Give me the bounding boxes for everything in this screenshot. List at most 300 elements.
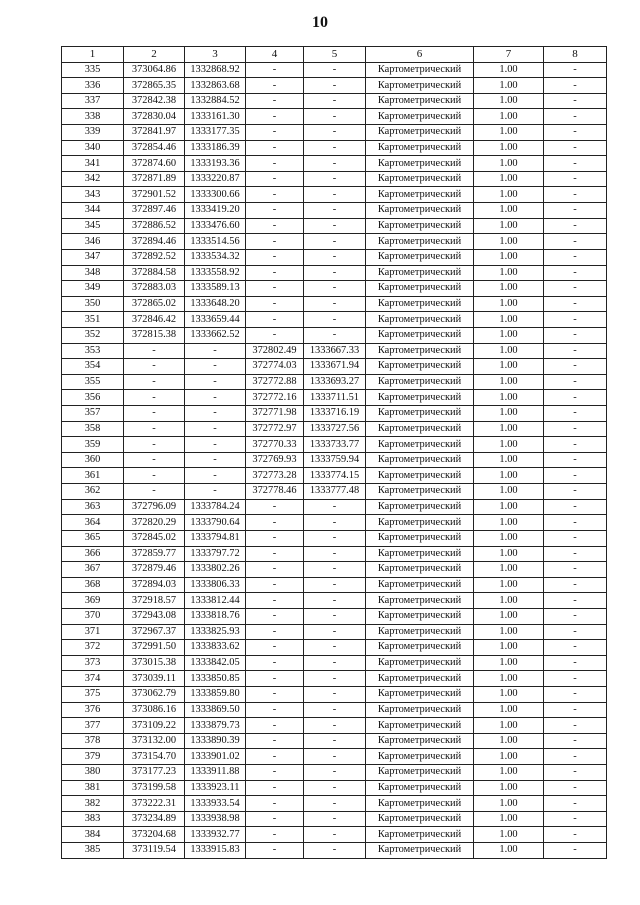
point-number-cell: 378: [62, 733, 124, 749]
y-coord-cell: 1333879.73: [185, 718, 246, 734]
table-row: [62, 140, 607, 156]
method-cell: Картометрический: [366, 437, 474, 453]
y-coord-cell: -: [185, 437, 246, 453]
point-number-cell: 362: [62, 484, 124, 500]
method-cell: Картометрический: [366, 562, 474, 578]
table-row: [62, 109, 607, 125]
y-coord-cell: 1332863.68: [185, 78, 246, 94]
table-row: [62, 702, 607, 718]
table-row: [62, 203, 607, 219]
description-cell: -: [544, 62, 607, 78]
y-coord-cell: 1333911.88: [185, 765, 246, 781]
x-coord-cell: 373177.23: [124, 765, 185, 781]
description-cell: -: [544, 686, 607, 702]
x-new-cell: -: [246, 125, 304, 141]
accuracy-cell: 1.00: [474, 312, 544, 328]
method-cell: Картометрический: [366, 796, 474, 812]
table-row: [62, 468, 607, 484]
y-coord-cell: 1333932.77: [185, 827, 246, 843]
accuracy-cell: 1.00: [474, 468, 544, 484]
y-coord-cell: 1332884.52: [185, 93, 246, 109]
y-new-cell: -: [304, 125, 366, 141]
x-coord-cell: -: [124, 406, 185, 422]
y-new-cell: -: [304, 827, 366, 843]
accuracy-cell: 1.00: [474, 78, 544, 94]
x-new-cell: -: [246, 780, 304, 796]
method-cell: Картометрический: [366, 93, 474, 109]
table-row: [62, 530, 607, 546]
accuracy-cell: 1.00: [474, 640, 544, 656]
method-cell: Картометрический: [366, 234, 474, 250]
y-coord-cell: 1333869.50: [185, 702, 246, 718]
description-cell: -: [544, 484, 607, 500]
description-cell: -: [544, 265, 607, 281]
x-coord-cell: 372918.57: [124, 593, 185, 609]
y-coord-cell: 1333812.44: [185, 593, 246, 609]
x-new-cell: -: [246, 577, 304, 593]
point-number-cell: 358: [62, 421, 124, 437]
accuracy-cell: 1.00: [474, 530, 544, 546]
description-cell: -: [544, 281, 607, 297]
accuracy-cell: 1.00: [474, 125, 544, 141]
description-cell: -: [544, 203, 607, 219]
accuracy-cell: 1.00: [474, 718, 544, 734]
accuracy-cell: 1.00: [474, 249, 544, 265]
point-number-cell: 356: [62, 390, 124, 406]
table-row: [62, 686, 607, 702]
x-coord-cell: 373204.68: [124, 827, 185, 843]
accuracy-cell: 1.00: [474, 109, 544, 125]
x-new-cell: -: [246, 234, 304, 250]
table-row: [62, 156, 607, 172]
description-cell: -: [544, 655, 607, 671]
y-coord-cell: 1333797.72: [185, 546, 246, 562]
table-row: [62, 343, 607, 359]
accuracy-cell: 1.00: [474, 343, 544, 359]
table-row: [62, 187, 607, 203]
table-row: [62, 562, 607, 578]
method-cell: Картометрический: [366, 608, 474, 624]
y-new-cell: -: [304, 530, 366, 546]
x-new-cell: -: [246, 671, 304, 687]
method-cell: Картометрический: [366, 218, 474, 234]
accuracy-cell: 1.00: [474, 702, 544, 718]
x-new-cell: -: [246, 593, 304, 609]
y-coord-cell: -: [185, 374, 246, 390]
column-header: 7: [474, 47, 544, 63]
y-new-cell: -: [304, 733, 366, 749]
table-row: [62, 811, 607, 827]
x-new-cell: -: [246, 827, 304, 843]
point-number-cell: 342: [62, 171, 124, 187]
y-new-cell: -: [304, 702, 366, 718]
y-new-cell: 1333727.56: [304, 421, 366, 437]
description-cell: -: [544, 93, 607, 109]
description-cell: -: [544, 140, 607, 156]
accuracy-cell: 1.00: [474, 796, 544, 812]
point-number-cell: 379: [62, 749, 124, 765]
table-row: [62, 577, 607, 593]
y-coord-cell: 1333558.92: [185, 265, 246, 281]
x-new-cell: -: [246, 640, 304, 656]
x-new-cell: -: [246, 608, 304, 624]
y-new-cell: -: [304, 156, 366, 172]
x-new-cell: -: [246, 811, 304, 827]
table-row: [62, 93, 607, 109]
x-new-cell: -: [246, 62, 304, 78]
x-coord-cell: 373222.31: [124, 796, 185, 812]
y-new-cell: 1333759.94: [304, 452, 366, 468]
accuracy-cell: 1.00: [474, 811, 544, 827]
point-number-cell: 343: [62, 187, 124, 203]
y-new-cell: 1333693.27: [304, 374, 366, 390]
y-new-cell: -: [304, 203, 366, 219]
method-cell: Картометрический: [366, 530, 474, 546]
description-cell: -: [544, 796, 607, 812]
x-new-cell: -: [246, 733, 304, 749]
y-coord-cell: 1333890.39: [185, 733, 246, 749]
y-coord-cell: 1333842.05: [185, 655, 246, 671]
method-cell: Картометрический: [366, 702, 474, 718]
x-coord-cell: -: [124, 484, 185, 500]
method-cell: Картометрический: [366, 171, 474, 187]
accuracy-cell: 1.00: [474, 327, 544, 343]
method-cell: Картометрический: [366, 249, 474, 265]
point-number-cell: 344: [62, 203, 124, 219]
point-number-cell: 374: [62, 671, 124, 687]
x-coord-cell: 372854.46: [124, 140, 185, 156]
x-new-cell: -: [246, 327, 304, 343]
y-new-cell: 1333733.77: [304, 437, 366, 453]
x-new-cell: -: [246, 843, 304, 859]
x-coord-cell: 372883.03: [124, 281, 185, 297]
x-coord-cell: 372842.38: [124, 93, 185, 109]
description-cell: -: [544, 234, 607, 250]
x-new-cell: -: [246, 749, 304, 765]
x-coord-cell: 372820.29: [124, 515, 185, 531]
point-number-cell: 369: [62, 593, 124, 609]
table-row: [62, 655, 607, 671]
x-coord-cell: 372879.46: [124, 562, 185, 578]
y-coord-cell: 1333589.13: [185, 281, 246, 297]
method-cell: Картометрический: [366, 421, 474, 437]
point-number-cell: 353: [62, 343, 124, 359]
point-number-cell: 382: [62, 796, 124, 812]
accuracy-cell: 1.00: [474, 671, 544, 687]
accuracy-cell: 1.00: [474, 62, 544, 78]
description-cell: -: [544, 718, 607, 734]
x-new-cell: -: [246, 249, 304, 265]
y-coord-cell: 1333790.64: [185, 515, 246, 531]
x-new-cell: -: [246, 702, 304, 718]
x-new-cell: 372770.33: [246, 437, 304, 453]
x-coord-cell: 372894.03: [124, 577, 185, 593]
x-coord-cell: 373154.70: [124, 749, 185, 765]
description-cell: -: [544, 218, 607, 234]
x-new-cell: -: [246, 624, 304, 640]
accuracy-cell: 1.00: [474, 593, 544, 609]
table-row: [62, 234, 607, 250]
x-coord-cell: 372991.50: [124, 640, 185, 656]
table-row: [62, 640, 607, 656]
method-cell: Картометрический: [366, 187, 474, 203]
method-cell: Картометрический: [366, 374, 474, 390]
table-row: [62, 78, 607, 94]
y-coord-cell: 1333659.44: [185, 312, 246, 328]
point-number-cell: 385: [62, 843, 124, 859]
table-row: [62, 718, 607, 734]
method-cell: Картометрический: [366, 827, 474, 843]
y-new-cell: -: [304, 249, 366, 265]
y-coord-cell: 1333534.32: [185, 249, 246, 265]
accuracy-cell: 1.00: [474, 156, 544, 172]
y-coord-cell: 1333186.39: [185, 140, 246, 156]
x-coord-cell: 373015.38: [124, 655, 185, 671]
accuracy-cell: 1.00: [474, 296, 544, 312]
method-cell: Картометрический: [366, 468, 474, 484]
x-new-cell: 372773.28: [246, 468, 304, 484]
table-row: [62, 765, 607, 781]
y-new-cell: 1333777.48: [304, 484, 366, 500]
x-coord-cell: -: [124, 390, 185, 406]
accuracy-cell: 1.00: [474, 546, 544, 562]
y-coord-cell: 1333514.56: [185, 234, 246, 250]
point-number-cell: 338: [62, 109, 124, 125]
method-cell: Картометрический: [366, 359, 474, 375]
description-cell: -: [544, 406, 607, 422]
point-number-cell: 367: [62, 562, 124, 578]
table-row: [62, 546, 607, 562]
y-new-cell: -: [304, 499, 366, 515]
description-cell: -: [544, 171, 607, 187]
y-new-cell: 1333671.94: [304, 359, 366, 375]
table-row: [62, 452, 607, 468]
y-new-cell: -: [304, 187, 366, 203]
point-number-cell: 341: [62, 156, 124, 172]
point-number-cell: 357: [62, 406, 124, 422]
x-coord-cell: 372845.02: [124, 530, 185, 546]
description-cell: -: [544, 499, 607, 515]
method-cell: Картометрический: [366, 62, 474, 78]
method-cell: Картометрический: [366, 125, 474, 141]
accuracy-cell: 1.00: [474, 218, 544, 234]
y-new-cell: -: [304, 765, 366, 781]
table-row: [62, 171, 607, 187]
x-new-cell: 372772.16: [246, 390, 304, 406]
accuracy-cell: 1.00: [474, 374, 544, 390]
x-coord-cell: 372796.09: [124, 499, 185, 515]
method-cell: Картометрический: [366, 811, 474, 827]
point-number-cell: 336: [62, 78, 124, 94]
x-coord-cell: -: [124, 437, 185, 453]
y-coord-cell: 1333794.81: [185, 530, 246, 546]
x-new-cell: -: [246, 515, 304, 531]
description-cell: -: [544, 421, 607, 437]
table-row: [62, 62, 607, 78]
y-coord-cell: 1333818.76: [185, 608, 246, 624]
x-new-cell: -: [246, 187, 304, 203]
x-coord-cell: 373109.22: [124, 718, 185, 734]
table-row: [62, 796, 607, 812]
point-number-cell: 363: [62, 499, 124, 515]
description-cell: -: [544, 343, 607, 359]
y-coord-cell: 1333662.52: [185, 327, 246, 343]
y-coord-cell: 1333177.35: [185, 125, 246, 141]
method-cell: Картометрический: [366, 624, 474, 640]
y-new-cell: -: [304, 749, 366, 765]
method-cell: Картометрический: [366, 327, 474, 343]
point-number-cell: 337: [62, 93, 124, 109]
method-cell: Картометрический: [366, 156, 474, 172]
table-row: [62, 608, 607, 624]
accuracy-cell: 1.00: [474, 765, 544, 781]
description-cell: -: [544, 156, 607, 172]
y-new-cell: 1333711.51: [304, 390, 366, 406]
x-new-cell: -: [246, 796, 304, 812]
point-number-cell: 384: [62, 827, 124, 843]
y-coord-cell: 1333784.24: [185, 499, 246, 515]
y-coord-cell: 1333802.26: [185, 562, 246, 578]
method-cell: Картометрический: [366, 671, 474, 687]
description-cell: -: [544, 530, 607, 546]
x-new-cell: -: [246, 78, 304, 94]
table-row: [62, 780, 607, 796]
description-cell: -: [544, 671, 607, 687]
x-new-cell: -: [246, 312, 304, 328]
method-cell: Картометрический: [366, 265, 474, 281]
description-cell: -: [544, 624, 607, 640]
y-new-cell: -: [304, 312, 366, 328]
y-coord-cell: 1333193.36: [185, 156, 246, 172]
column-header: 6: [366, 47, 474, 63]
point-number-cell: 381: [62, 780, 124, 796]
y-new-cell: -: [304, 327, 366, 343]
description-cell: -: [544, 312, 607, 328]
y-coord-cell: 1333161.30: [185, 109, 246, 125]
method-cell: Картометрический: [366, 296, 474, 312]
table-row: [62, 327, 607, 343]
x-new-cell: -: [246, 562, 304, 578]
description-cell: -: [544, 374, 607, 390]
x-new-cell: -: [246, 171, 304, 187]
description-cell: -: [544, 811, 607, 827]
y-coord-cell: -: [185, 390, 246, 406]
header-row: [62, 47, 607, 63]
x-new-cell: -: [246, 499, 304, 515]
accuracy-cell: 1.00: [474, 203, 544, 219]
x-new-cell: -: [246, 546, 304, 562]
point-number-cell: 352: [62, 327, 124, 343]
y-coord-cell: 1333915.83: [185, 843, 246, 859]
point-number-cell: 368: [62, 577, 124, 593]
table-body: [62, 62, 607, 858]
point-number-cell: 351: [62, 312, 124, 328]
description-cell: -: [544, 109, 607, 125]
y-new-cell: -: [304, 796, 366, 812]
description-cell: -: [544, 577, 607, 593]
table-row: [62, 624, 607, 640]
x-new-cell: -: [246, 718, 304, 734]
x-coord-cell: 373039.11: [124, 671, 185, 687]
table-row: [62, 359, 607, 375]
description-cell: -: [544, 437, 607, 453]
point-number-cell: 350: [62, 296, 124, 312]
table-row: [62, 843, 607, 859]
y-new-cell: -: [304, 718, 366, 734]
description-cell: -: [544, 249, 607, 265]
x-new-cell: -: [246, 156, 304, 172]
accuracy-cell: 1.00: [474, 827, 544, 843]
column-header: 1: [62, 47, 124, 63]
accuracy-cell: 1.00: [474, 749, 544, 765]
table-row: [62, 281, 607, 297]
table-row: [62, 218, 607, 234]
method-cell: Картометрический: [366, 733, 474, 749]
accuracy-cell: 1.00: [474, 140, 544, 156]
x-new-cell: 372769.93: [246, 452, 304, 468]
description-cell: -: [544, 468, 607, 484]
y-new-cell: -: [304, 109, 366, 125]
y-new-cell: -: [304, 577, 366, 593]
x-coord-cell: 372884.58: [124, 265, 185, 281]
y-new-cell: -: [304, 546, 366, 562]
description-cell: -: [544, 359, 607, 375]
y-coord-cell: -: [185, 484, 246, 500]
table-row: [62, 406, 607, 422]
x-new-cell: -: [246, 765, 304, 781]
table-row: [62, 515, 607, 531]
y-new-cell: -: [304, 218, 366, 234]
method-cell: Картометрический: [366, 765, 474, 781]
accuracy-cell: 1.00: [474, 499, 544, 515]
point-number-cell: 347: [62, 249, 124, 265]
y-coord-cell: 1333901.02: [185, 749, 246, 765]
y-new-cell: -: [304, 780, 366, 796]
table-row: [62, 296, 607, 312]
x-coord-cell: -: [124, 343, 185, 359]
method-cell: Картометрический: [366, 718, 474, 734]
x-new-cell: 372772.97: [246, 421, 304, 437]
y-coord-cell: -: [185, 343, 246, 359]
accuracy-cell: 1.00: [474, 780, 544, 796]
y-coord-cell: -: [185, 359, 246, 375]
method-cell: Картометрический: [366, 109, 474, 125]
x-coord-cell: 372894.46: [124, 234, 185, 250]
column-header: 5: [304, 47, 366, 63]
point-number-cell: 359: [62, 437, 124, 453]
description-cell: -: [544, 562, 607, 578]
x-coord-cell: 372901.52: [124, 187, 185, 203]
y-new-cell: -: [304, 686, 366, 702]
accuracy-cell: 1.00: [474, 608, 544, 624]
y-new-cell: -: [304, 671, 366, 687]
table-row: [62, 749, 607, 765]
point-number-cell: 339: [62, 125, 124, 141]
x-coord-cell: 373132.00: [124, 733, 185, 749]
description-cell: -: [544, 593, 607, 609]
description-cell: -: [544, 125, 607, 141]
y-new-cell: -: [304, 78, 366, 94]
x-coord-cell: 372886.52: [124, 218, 185, 234]
x-new-cell: 372772.88: [246, 374, 304, 390]
point-number-cell: 335: [62, 62, 124, 78]
method-cell: Картометрический: [366, 484, 474, 500]
accuracy-cell: 1.00: [474, 171, 544, 187]
table-row: [62, 437, 607, 453]
accuracy-cell: 1.00: [474, 562, 544, 578]
point-number-cell: 361: [62, 468, 124, 484]
y-new-cell: 1333774.15: [304, 468, 366, 484]
